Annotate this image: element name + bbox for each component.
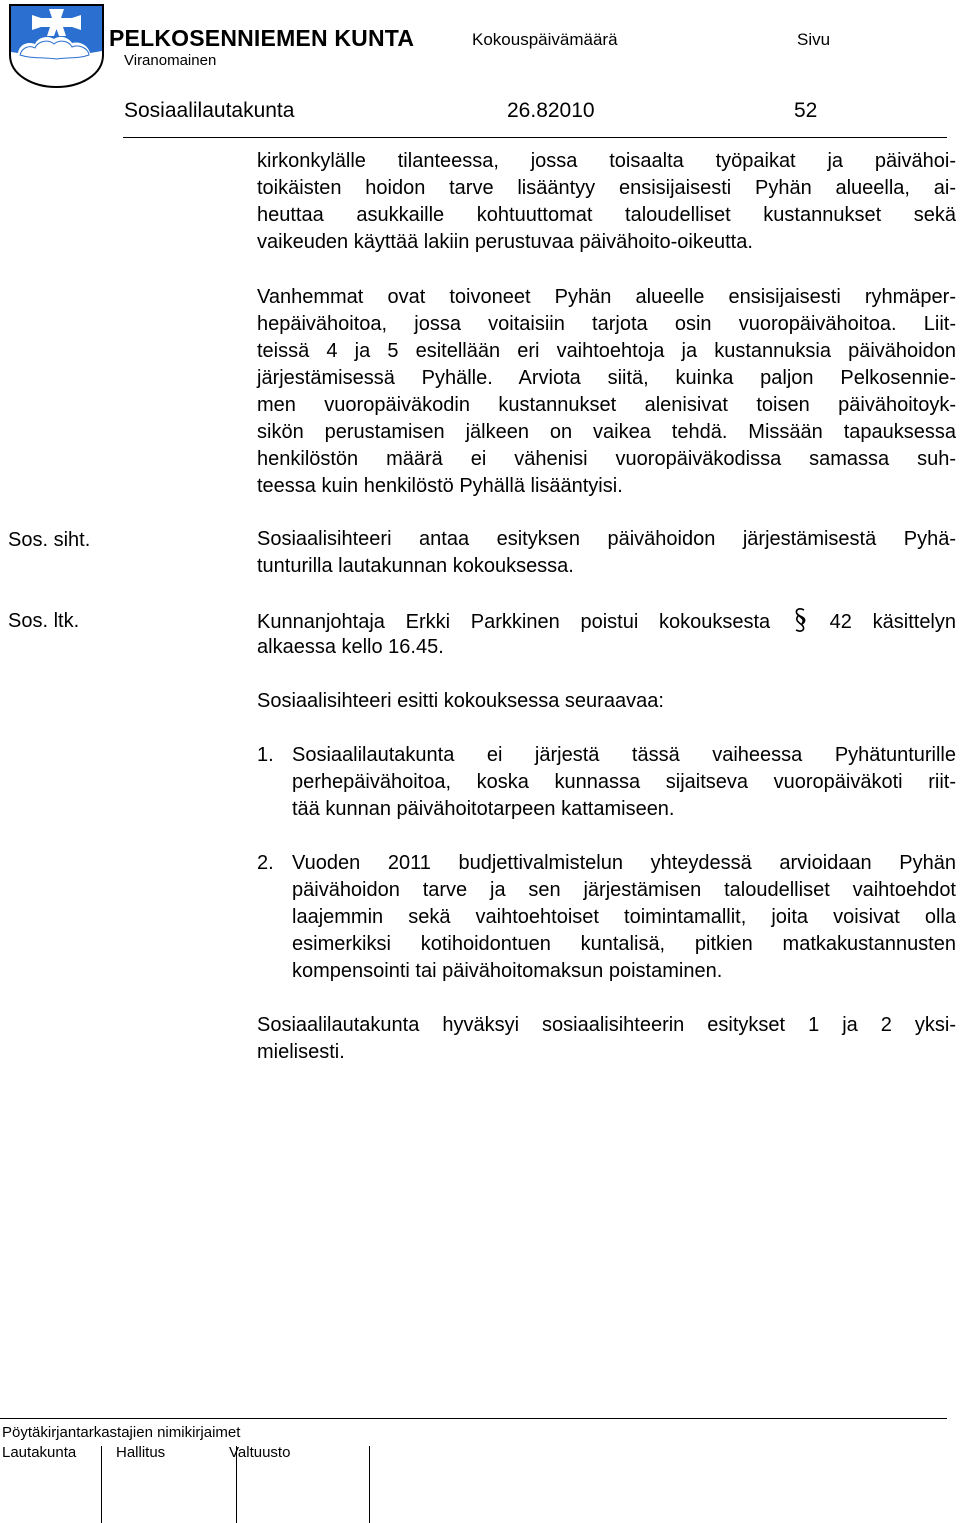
municipal-crest-logo: [8, 3, 105, 89]
text-line: heuttaa asukkaille kohtuuttomat taloudelliset kustannukset sekä: [257, 204, 956, 226]
sos-siht-label: Sos. siht.: [8, 529, 91, 551]
text-line: Sosiaalilautakunta ei järjestä tässä vaiheessa Pyhätunturille: [292, 744, 956, 766]
paragraph-4: [257, 607, 956, 661]
text-line: henkilöstön määrä ei vähenisi vuoropäiväkodissa samassa suh-: [257, 448, 956, 470]
text-line: kompensointi tai päivähoitomaksun poistaminen.: [292, 960, 723, 982]
text-line: tää kunnan päivähoitotarpeen kattamiseen.: [292, 798, 675, 820]
footer-title: Pöytäkirjantarkastajien nimikirjaimet: [2, 1424, 241, 1441]
text-line: Vuoden 2011 budjettivalmistelun yhteydessä arvioidaan Pyhän: [292, 852, 956, 874]
sos-ltk-label: Sos. ltk.: [8, 610, 80, 632]
text-line: Sosiaalilautakunta hyväksyi sosiaalisihteerin esitykset 1 ja 2 yksi-: [257, 1014, 956, 1036]
list-item-number: 2.: [257, 852, 274, 874]
text-line: päivähoidon tarve ja sen järjestämisen taloudelliset vaihtoehdot: [292, 879, 956, 901]
text-line: perhepäivähoitoa, koska kunnassa sijaitseva vuoropäiväkoti riit-: [292, 771, 956, 793]
text-fragment: Kunnanjohtaja Erkki Parkkinen poistui kokouksesta: [257, 611, 771, 633]
text-line: teessa kuin henkilöstö Pyhällä lisääntyisi.: [257, 475, 623, 497]
footer-col-council: Valtuusto: [229, 1444, 291, 1461]
authority-name: Sosiaalilautakunta: [124, 99, 295, 122]
text-fragment: 42 käsittelyn: [829, 611, 957, 633]
header-divider: [123, 137, 947, 138]
text-line: alkaessa kello 16.45.: [257, 636, 444, 658]
list-item-text: [292, 850, 956, 985]
section-sign-icon: [793, 607, 807, 633]
page-label: Sivu: [797, 30, 831, 49]
text-line: esimerkiksi kotihoidontuen kuntalisä, pitkien matkakustannusten: [292, 933, 956, 955]
text-line: Sosiaalisihteeri antaa esityksen päivähoidon järjestämisestä Pyhä-: [257, 528, 956, 550]
list-item-text: [292, 742, 956, 823]
text-line: Sosiaalisihteeri esitti kokouksessa seuraavaa:: [257, 690, 664, 712]
text-line: laajemmin sekä vaihtoehtoiset toimintamallit, joita voisivat olla: [292, 906, 956, 928]
text-line: toikäisten hoidon tarve lisääntyy ensisijaisesti Pyhän alueella, ai-: [257, 177, 956, 199]
list-item-number: 1.: [257, 744, 274, 766]
footer-col-board: Lautakunta: [2, 1444, 77, 1461]
municipality-name: PELKOSENNIEMEN KUNTA: [109, 25, 415, 51]
text-line: mielisesti.: [257, 1041, 345, 1063]
text-line: men vuoropäiväkodin kustannukset alenisivat toisen päivähoitoyk-: [257, 394, 956, 416]
text-line: kirkonkylälle tilanteessa, jossa toisaalta työpaikat ja päivähoi-: [257, 150, 956, 172]
paragraph-1: [257, 148, 956, 256]
paragraph-3: [257, 526, 956, 580]
text-line: järjestämisessä Pyhälle. Arviota siitä, kuinka paljon Pelkosennie-: [257, 367, 956, 389]
text-line: sikön perustamisen jälkeen on vaikea tehdä. Missään tapauksessa: [257, 421, 956, 443]
page-number: 52: [794, 99, 818, 122]
footer-column-divider: [101, 1446, 102, 1523]
footer-col-government: Hallitus: [116, 1444, 166, 1461]
footer-divider: [0, 1418, 947, 1419]
paragraph-2: [257, 284, 956, 500]
footer-column-divider: [236, 1446, 237, 1523]
paragraph-5: [257, 688, 956, 715]
text-line: vaikeuden käyttää lakiin perustuvaa päivähoito-oikeutta.: [257, 231, 753, 253]
paragraph-6: [257, 1012, 956, 1066]
text-line: Vanhemmat ovat toivoneet Pyhän alueelle ensisijaisesti ryhmäper-: [257, 286, 956, 308]
authority-label: Viranomainen: [124, 52, 217, 69]
text-line: tunturilla lautakunnan kokouksessa.: [257, 555, 574, 577]
meeting-date-label: Kokouspäivämäärä: [472, 30, 618, 49]
text-line: hepäivähoitoa, jossa voitaisiin tarjota osin vuoropäivähoitoa. Liit-: [257, 313, 956, 335]
footer-column-divider: [369, 1446, 370, 1523]
text-line: [257, 607, 956, 634]
text-line: teissä 4 ja 5 esitellään eri vaihtoehtoja ja kustannuksia päivähoidon: [257, 340, 956, 362]
meeting-date: 26.82010: [507, 99, 595, 122]
